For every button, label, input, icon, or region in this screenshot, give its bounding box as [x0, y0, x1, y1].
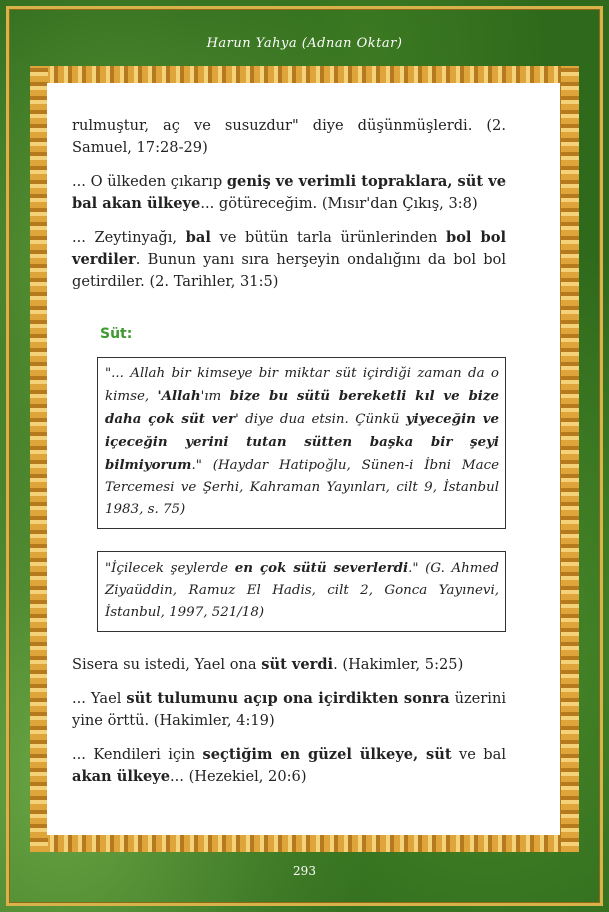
text-run: ." (Haydar Hatipoğlu, Sünen-i İbni Mace Tercemesi ve Şerhi, Kahraman Yayınları, cilt 9, İstanbul 1983, s. 75)	[105, 458, 499, 517]
page-number: 293	[293, 864, 316, 878]
text-run: rulmuştur, aç ve susuzdur" diye düşünmüşlerdi. (2. Samuel, 17:28-29)	[72, 117, 506, 156]
paragraph	[72, 654, 506, 676]
bold-text: bize bu sütü bereketli kıl ve bize daha çok süt ver	[105, 388, 500, 427]
text-run: ... (Hezekiel, 20:6)	[170, 768, 307, 785]
text-run: "... Allah bir kimseye bir miktar süt içirdiği zaman da o kimse,	[105, 366, 499, 404]
bold-text: seçtiğim en güzel ülkeye, süt	[202, 746, 452, 763]
bold-text: yiyeceğin ve içeceğin yerini tutan sütten başka bir şeyi bilmiyorum	[105, 411, 499, 473]
bold-text: bal	[185, 229, 211, 246]
quote-box	[97, 551, 506, 632]
text-run: ... Kendileri için	[72, 746, 203, 763]
section-title: Süt:	[100, 326, 133, 342]
paragraph	[72, 227, 506, 293]
text-run: ... götüreceğim. (Mısır'dan Çıkış, 3:8)	[200, 195, 478, 212]
text-run: ... Yael	[72, 690, 127, 707]
text-run: ... Zeytinyağı,	[72, 229, 186, 246]
bold-text: 'Allah	[157, 388, 201, 404]
bold-text: en çok sütü severlerdi	[234, 560, 409, 576]
paragraph	[72, 115, 506, 159]
text-run: ." (G. Ahmed Ziyaüddin, Ramuz El Hadis, cilt 2, Gonca Yayınevi, İstanbul, 1997, 521/18)	[105, 561, 499, 620]
running-title: Harun Yahya (Adnan Oktar)	[206, 36, 403, 51]
text-run: . (Hakimler, 5:25)	[333, 656, 464, 673]
page-content	[72, 115, 506, 800]
body-paragraphs-top	[72, 115, 506, 293]
text-run: ve bal	[451, 746, 506, 763]
bold-text: geniş ve verimli topraklara, süt ve bal akan ülkeye	[72, 173, 506, 212]
bold-text: bol bol verdiler	[72, 229, 506, 268]
quote-box	[97, 357, 506, 529]
text-run: üzerini yine örttü. (Hakimler, 4:19)	[72, 690, 507, 729]
text-run: "İçilecek şeylerde	[105, 561, 235, 576]
paragraph	[72, 688, 506, 732]
text-run: Sisera su istedi, Yael ona	[72, 656, 262, 673]
text-run: ve bütün tarla ürünlerinden	[210, 229, 446, 246]
paragraph	[72, 171, 506, 215]
text-run: 'ım	[200, 389, 230, 404]
bold-text: süt verdi	[261, 656, 334, 673]
text-run: ... O ülkeden çıkarıp	[72, 173, 227, 190]
bold-text: süt tulumunu açıp ona içirdikten sonra	[126, 690, 450, 707]
paragraph	[72, 744, 506, 788]
quote-boxes	[72, 357, 506, 632]
bold-text: akan ülkeye	[72, 768, 171, 785]
body-paragraphs-bottom	[72, 654, 506, 788]
text-run: . Bunun yanı sıra herşeyin ondalığını da bol bol getirdiler. (2. Tarihler, 31:5)	[72, 251, 506, 290]
text-run: ' diye dua etsin. Çünkü	[235, 412, 406, 427]
